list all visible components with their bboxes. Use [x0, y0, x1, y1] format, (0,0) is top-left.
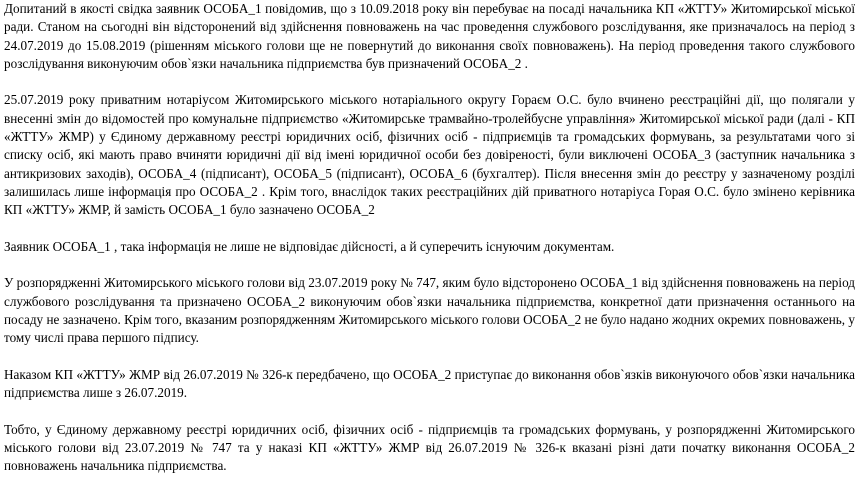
- paragraph-mayor-order: У розпорядженні Житомирського міського голови від 23.07.2019 року № 747, яким було відсторонено ОСОБА_1 від здійснення повноважень на період службового розслідування та призначено ОСОБА_2 виконуючим обов`язки начальника підприємства, конкретної дати призначення останнього на посаду не зазначено. Крім того, вказаним розпорядженням Житомирського міського голови ОСОБА_2 не було надано жодних окремих повноважень, у тому числі права першого підпису.: [4, 275, 855, 346]
- paragraph-registration-actions: 25.07.2019 року приватним нотаріусом Житомирського міського нотаріального округу Гораєм О.С. було вчинено реєстраційні дії, що полягали у внесенні змін до відомостей про комунальне підприємство «Житомирське трамвайно-тролейбусне управління» Житомирської міської ради (далі - КП «ЖТТУ» ЖМР) у Єдиному державному реєстрі юридичних осіб, фізичних осіб - підприємців та громадських формувань, за результатами чого зі списку осіб, які мають право вчиняти юридичні дії від імені юридичної особи без довіреності, були виключені ОСОБА_3 (заступник начальника з антикризових заходів), ОСОБА_4 (підписант), ОСОБА_5 (підписант), ОСОБА_6 (бухгалтер). Після внесення змін до реєстру у зазначеному розділі залишилась лише інформація про ОСОБА_2 . Крім того, внаслідок таких реєстраційних дій приватного нотаріуса Горая О.С. було змінено керівника КП «ЖТТУ» ЖМР, й замість ОСОБА_1 було зазначено ОСОБА_2: [4, 92, 855, 218]
- paragraph-conclusion: Тобто, у Єдиному державному реєстрі юридичних осіб, фізичних осіб - підприємців та громадських формувань, у розпорядженні Житомирського міського голови від 23.07.2019 № 747 та у наказі КП «ЖТТУ» ЖМР від 26.07.2019 № 326-к вказані різні дати початку виконання ОСОБА_2 повноважень начальника підприємства.: [4, 421, 855, 474]
- paragraph-witness-testimony: Допитаний в якості свідка заявник ОСОБА_1 повідомив, що з 10.09.2018 року він перебуває на посаді начальника КП «ЖТТУ» Житомирської міської ради. Станом на сьогодні він відсторонений від здійснення повноважень на час проведення службового розслідування, яке призначалось на період з 24.07.2019 до 15.08.2019 (рішенням міського голови ще не повернутий до виконання своїх повноважень). На період проведення такого службового розслідування виконуючим обов`язки начальника підприємства був призначений ОСОБА_2 .: [4, 1, 855, 71]
- paragraph-applicant-claim: Заявник ОСОБА_1 , така інформація не лише не відповідає дійсності, а й суперечить існуючим документам.: [4, 238, 615, 254]
- document-body: [4, 0, 855, 476]
- paragraph-company-order: Наказом КП «ЖТТУ» ЖМР від 26.07.2019 № 326-к передбачено, що ОСОБА_2 приступає до виконання обов`язків виконуючого обов`язки начальника підприємства лише з 26.07.2019.: [4, 366, 855, 401]
